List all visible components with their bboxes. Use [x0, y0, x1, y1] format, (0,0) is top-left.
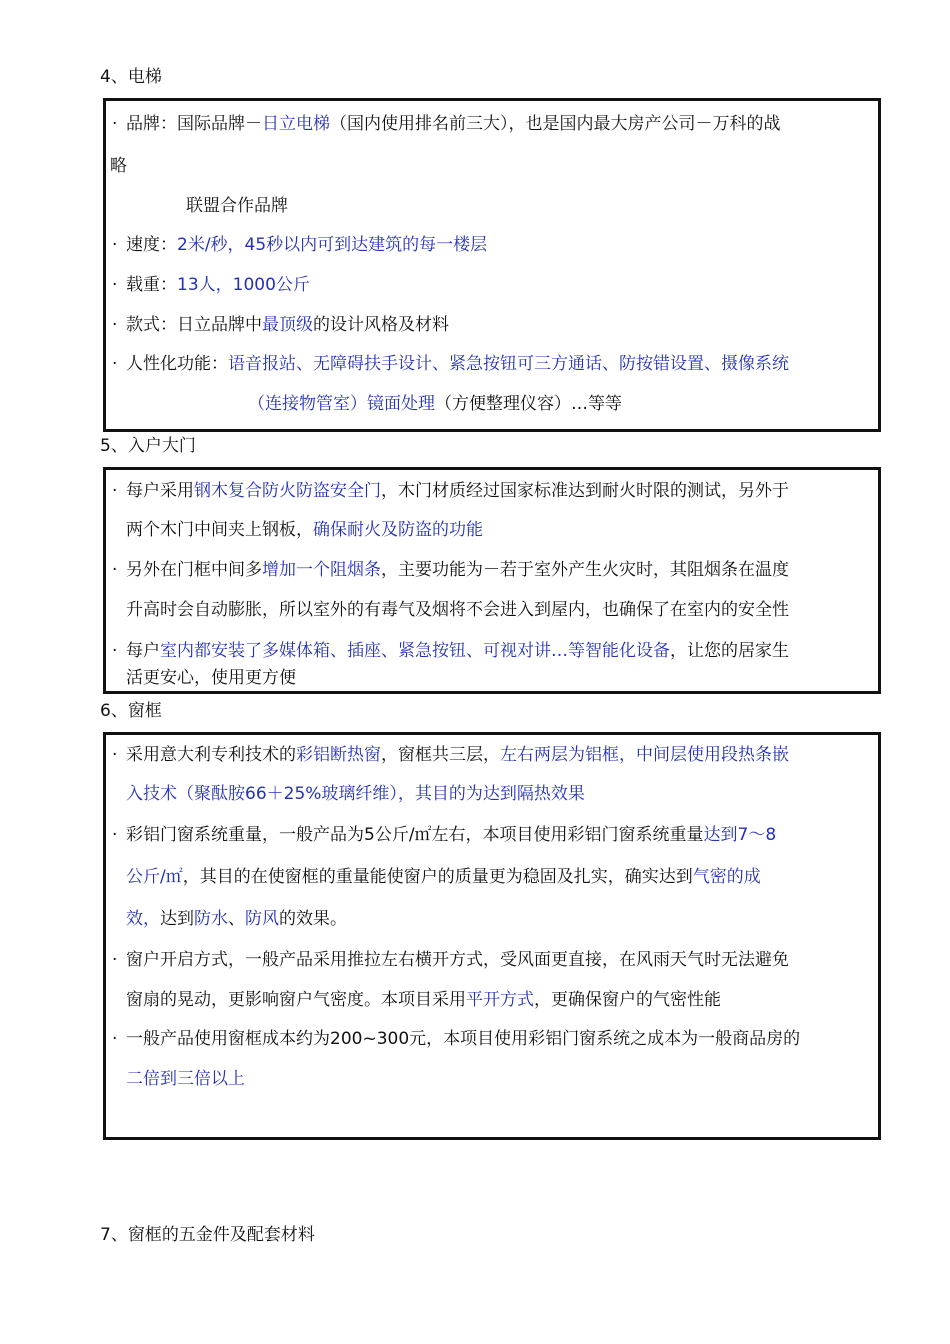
- window-line-8: · 一般产品使用窗框成本约为200~300元，本项目使用彩铝门窗系统之成本为一般商品房的: [112, 1029, 801, 1049]
- door-line-1: · 每户采用钢木复合防火防盗安全门，木门材质经过国家标准达到耐火时限的测试，另外于: [112, 481, 789, 501]
- entry-door-box: [103, 467, 881, 694]
- window-line-7: 窗扇的晃动，更影响窗户气密度。本项目采用平开方式，更确保窗户的气密性能: [126, 990, 721, 1010]
- door-line-2: 两个木门中间夹上钢板，确保耐火及防盗的功能: [126, 520, 483, 540]
- window-line-9: 二倍到三倍以上: [126, 1069, 245, 1089]
- door-line-5: · 每户室内都安装了多媒体箱、插座、紧急按钮、可视对讲…等智能化设备，让您的居家生: [112, 641, 789, 661]
- window-frame-box: [103, 732, 881, 1140]
- door-line-3: · 另外在门框中间多增加一个阻烟条，主要功能为－若于室外产生火灾时，其阻烟条在温度: [112, 560, 789, 580]
- window-line-3: · 彩铝门窗系统重量，一般产品为5公斤/㎡左右，本项目使用彩铝门窗系统重量达到7～8: [112, 825, 777, 845]
- elevator-brand-line: · 品牌：国际品牌－日立电梯（国内使用排名前三大），也是国内最大房产公司－万科的战: [112, 114, 781, 134]
- window-line-4: 公斤/㎡，其目的在使窗框的重量能使窗户的质量更为稳固及扎实，确实达到气密的成: [126, 867, 761, 887]
- window-line-5: 效，达到防水、防风的效果。: [126, 909, 347, 929]
- window-line-2: 入技术（聚酞胺66＋25%玻璃纤维），其目的为达到隔热效果: [126, 784, 585, 804]
- section-heading-window-frame: 6、窗框: [100, 701, 162, 721]
- window-line-1: · 采用意大利专利技术的彩铝断热窗，窗框共三层，左右两层为铝框，中间层使用段热条嵌: [112, 745, 789, 765]
- window-line-6: · 窗户开启方式，一般产品采用推拉左右横开方式，受风面更直接，在风雨天气时无法避免: [112, 950, 789, 970]
- section-heading-elevator: 4、电梯: [100, 67, 162, 87]
- elevator-brand-line-2: 略: [110, 156, 127, 176]
- elevator-features-line: · 人性化功能：语音报站、无障碍扶手设计、紧急按钮可三方通话、防按错设置、摄像系统: [112, 354, 789, 374]
- elevator-brand-line-3: 联盟合作品牌: [186, 196, 288, 216]
- elevator-style-line: · 款式：日立品牌中最顶级的设计风格及材料: [112, 315, 449, 335]
- elevator-features-line-2: （连接物管室）镜面处理（方便整理仪容）…等等: [248, 394, 622, 414]
- section-heading-entry-door: 5、入户大门: [100, 436, 196, 456]
- elevator-box: [103, 98, 881, 432]
- section-heading-window-hardware: 7、窗框的五金件及配套材料: [100, 1225, 315, 1245]
- elevator-speed-line: · 速度：2米/秒，45秒以内可到达建筑的每一楼层: [112, 235, 488, 255]
- door-line-6: 活更安心，使用更方便: [126, 668, 296, 688]
- elevator-load-line: · 载重：13人，1000公斤: [112, 275, 310, 295]
- door-line-4: 升高时会自动膨胀，所以室外的有毒气及烟将不会进入到屋内，也确保了在室内的安全性: [126, 600, 789, 620]
